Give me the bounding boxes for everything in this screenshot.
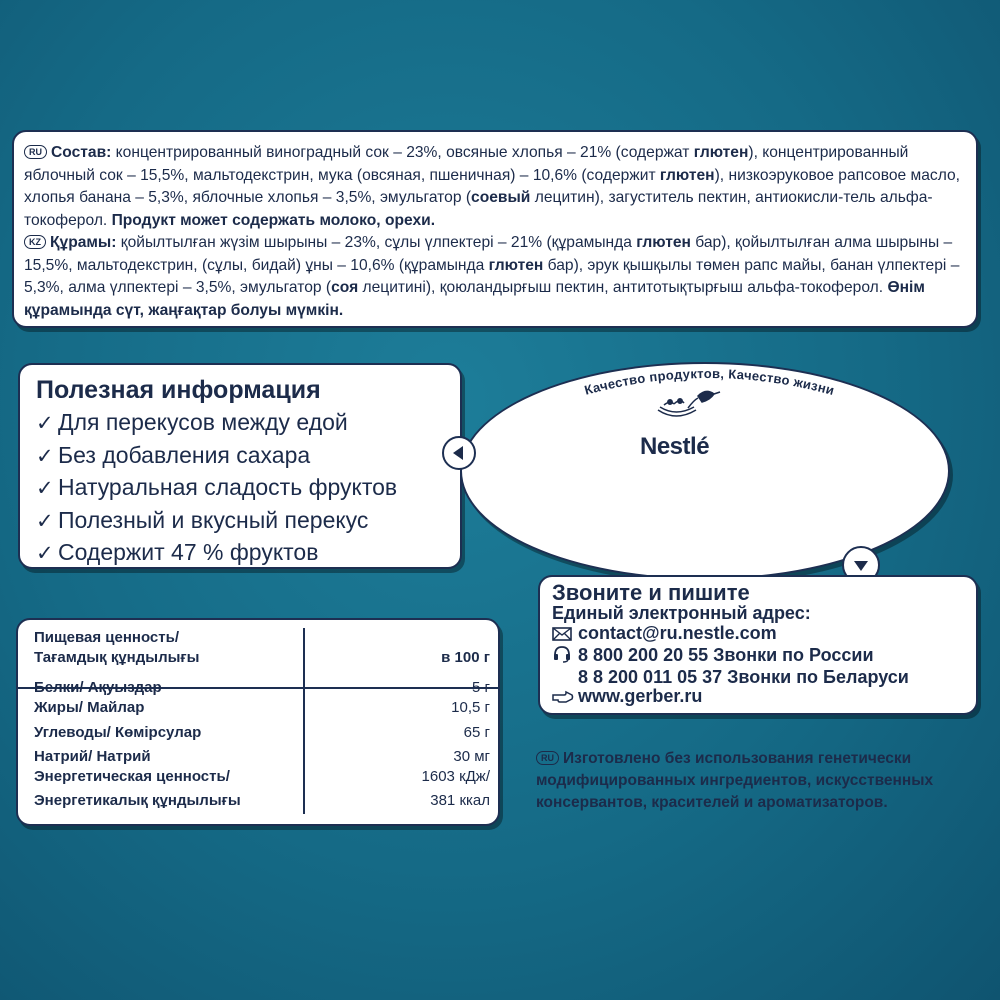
nutrient-value: 5 г <box>472 679 490 696</box>
check-icon: ✓ <box>36 412 54 435</box>
nutrition-panel <box>16 618 500 826</box>
nutrient-label: Натрий/ Натрий <box>34 748 151 765</box>
phone-line-by <box>552 668 966 688</box>
nutrient-value: 1603 кДж/ <box>421 768 490 785</box>
pointing-hand-icon <box>552 689 578 709</box>
header-label-1: Пищевая ценность/ <box>34 629 180 646</box>
composition-ru-warning: Продукт может содержать молоко, орехи. <box>111 211 436 229</box>
composition-ru-allergen-2: глютен <box>659 166 715 184</box>
nestle-logo <box>640 378 740 461</box>
nutrition-rows <box>34 678 490 811</box>
email-line <box>552 624 966 646</box>
composition-kz <box>24 232 962 322</box>
nutrient-value: 65 г <box>463 724 490 741</box>
phone-ru[interactable]: 8 800 200 20 55 Звонки по России <box>578 645 874 665</box>
triangle-left-icon <box>444 438 474 468</box>
benefit-label: Содержит 47 % фруктов <box>58 539 319 565</box>
left-arrow-icon <box>442 436 476 470</box>
nutrition-header <box>34 628 490 668</box>
benefit-label: Полезный и вкусный перекус <box>58 506 369 533</box>
benefit-item <box>36 472 450 505</box>
composition-kz-label: Құрамы: <box>50 234 117 251</box>
composition-ru-text-4: лецитин), загуститель пектин, антиокисли-тель альфа-токоферол. <box>24 189 933 229</box>
benefit-label: Натуральная сладость фруктов <box>58 474 398 500</box>
composition-panel <box>12 130 978 328</box>
ru-language-badge: RU <box>24 145 47 159</box>
composition-kz-allergen-1: глютен <box>636 234 691 251</box>
benefit-item <box>36 537 450 570</box>
composition-ru-text-3: ), низкоэруковое рапсовое масло, хлопья банана – 5,3%, яблочные хлопья – 3,5%, эмульгатор ( <box>24 166 960 206</box>
composition-ru <box>24 142 962 232</box>
composition-kz-allergen-2: глютен <box>488 256 544 274</box>
benefit-item <box>36 505 450 538</box>
gmo-note <box>536 748 976 814</box>
benefit-label: Для перекусов между едой <box>58 409 348 435</box>
composition-ru-allergen-3: соевый <box>471 189 531 206</box>
composition-kz-warning: Өнім құрамында сүт, жаңғақтар болуы мүмкін. <box>24 279 925 319</box>
contact-panel <box>538 575 978 715</box>
composition-kz-text-4: лецитині), қоюландырғыш пектин, антитотықтырғыш альфа-токоферол. <box>358 279 888 296</box>
nutrient-label: Энергетикалық құндылығы <box>34 792 241 809</box>
table-row <box>34 747 490 767</box>
composition-kz-text-1: қойылтылған жүзім шырыны – 23%, сұлы үлпектері – 21% (құрамында <box>116 234 637 251</box>
check-icon: ✓ <box>36 444 54 468</box>
table-row <box>34 698 490 718</box>
bird-nest-icon <box>640 378 740 432</box>
useful-info-panel <box>18 363 462 569</box>
brand-slogan: Качество продуктов, Качество жизни <box>582 365 837 399</box>
website-link[interactable]: www.gerber.ru <box>578 686 703 706</box>
website-line <box>552 687 966 709</box>
composition-ru-allergen-1: глютен <box>693 144 749 161</box>
composition-kz-text-2: бар), қойылтылған алма шырыны – 15,5%, мальтодекстрин, (сұлы, бидай) ұны – 10,6% (құрамында <box>24 234 953 274</box>
composition-ru-text-2: ), концентрированный яблочный сок – 15,5%, мальтодекстрин, мука (овсяная, пшеничная) – 10,6% (содержит <box>24 144 909 184</box>
check-icon: ✓ <box>36 477 54 500</box>
header-row <box>34 628 490 648</box>
phone-line-ru <box>552 645 966 668</box>
header-row <box>34 648 490 668</box>
headset-icon <box>552 645 578 668</box>
table-row <box>34 767 490 787</box>
table-row <box>34 723 490 743</box>
benefit-label: Без добавления сахара <box>58 441 311 468</box>
composition-ru-text-1: концентрированный виноградный сок – 23%, овсяные хлопья – 21% (содержат <box>111 144 694 161</box>
contact-subtitle: Единый электронный адрес: <box>552 603 811 623</box>
envelope-icon <box>552 626 578 646</box>
nutrient-value: 10,5 г <box>451 699 490 716</box>
composition-ru-label: Состав: <box>51 144 112 161</box>
check-icon: ✓ <box>36 542 54 565</box>
contact-title: Звоните и пишите <box>552 580 750 605</box>
nutrient-value: 30 мг <box>453 748 490 765</box>
benefit-item <box>36 407 450 440</box>
composition-kz-text-3: бар), эрук қышқылы төмен рапс майы, банан үлпектері – 5,3%, алма үлпектері – 3,5%, эмульгатор ( <box>24 256 960 296</box>
nutrient-label: Белки/ Ақуыздар <box>34 679 162 696</box>
nutrient-label: Энергетическая ценность/ <box>34 768 230 785</box>
brand-name: Nestlé <box>640 433 710 460</box>
gmo-note-text: Изготовлено без использования генетически модифицированных ингредиентов, искусственных консервантов, красителей и ароматизаторов. <box>536 750 934 811</box>
header-value: в 100 г <box>441 649 490 666</box>
header-label-2: Тағамдық құндылығы <box>34 649 200 666</box>
check-icon: ✓ <box>36 509 54 533</box>
table-row <box>34 791 490 811</box>
email-link[interactable]: contact@ru.nestle.com <box>578 622 777 643</box>
nutrient-label: Жиры/ Майлар <box>34 699 145 716</box>
kz-language-badge: KZ <box>24 235 46 249</box>
phone-by[interactable]: 8 8 200 011 05 37 Звонки по Беларуси <box>578 666 909 687</box>
benefit-item <box>36 440 450 473</box>
table-row <box>34 678 490 698</box>
ru-language-badge: RU <box>536 751 559 765</box>
nutrient-label: Углеводы/ Көмірсулар <box>34 724 202 741</box>
composition-kz-allergen-3: соя <box>331 279 359 296</box>
useful-info-title: Полезная информация <box>36 376 321 404</box>
nutrient-value: 381 ккал <box>430 792 490 809</box>
